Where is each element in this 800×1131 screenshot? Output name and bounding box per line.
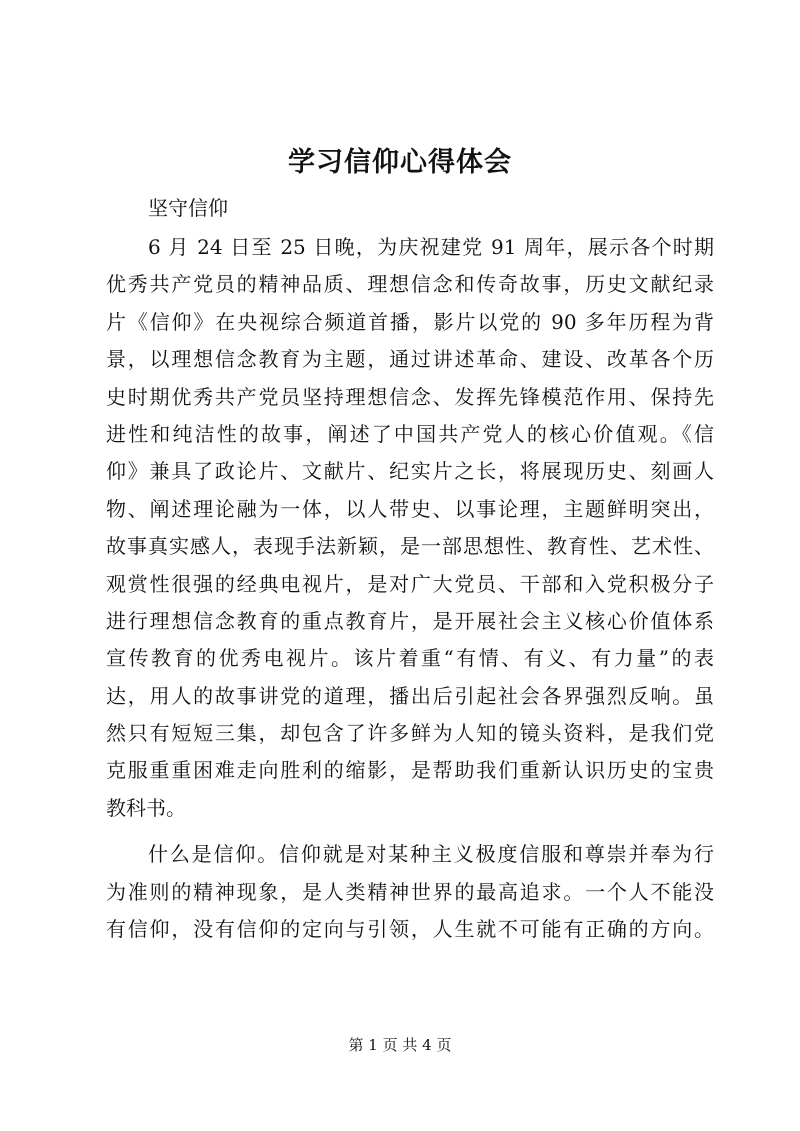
paragraph-line: 优秀共产党员的精神品质、理想信念和传奇故事，历史文献纪录 bbox=[106, 272, 714, 297]
paragraph-line: 教科书。 bbox=[106, 795, 186, 820]
paragraph-line: 观赏性很强的经典电视片，是对广大党员、干部和入党积极分子 bbox=[106, 571, 714, 596]
page-footer: 第 1 页 共 4 页 bbox=[348, 1036, 452, 1054]
paragraph-line: 景，以理想信念教育为主题，通过讲述革命、建设、改革各个历 bbox=[106, 347, 714, 372]
paragraph-line: 进行理想信念教育的重点教育片，是开展社会主义核心价值体系 bbox=[106, 608, 714, 633]
paragraph-line: 宣传教育的优秀电视片。该片着重“有情、有义、有力量”的表 bbox=[106, 646, 714, 671]
paragraph-line: 达，用人的故事讲党的道理，播出后引起社会各界强烈反响。虽 bbox=[106, 683, 714, 708]
document-body bbox=[106, 229, 714, 948]
paragraph-2 bbox=[106, 836, 714, 948]
paragraph-line: 6 月 24 日至 25 日晚，为庆祝建党 91 周年，展示各个时期 bbox=[148, 235, 714, 259]
document-title: 学习信仰心得体会 bbox=[288, 147, 512, 178]
document-subtitle: 坚守信仰 bbox=[148, 196, 228, 220]
paragraph-line: 有信仰，没有信仰的定向与引领，人生就不可能有正确的方向。 bbox=[106, 917, 714, 942]
paragraph-line: 故事真实感人，表现手法新颖，是一部思想性、教育性、艺术性、 bbox=[106, 534, 714, 559]
paragraph-line: 进性和纯洁性的故事，阐述了中国共产党人的核心价值观。《信 bbox=[106, 421, 714, 446]
paragraph-line: 克服重重困难走向胜利的缩影，是帮助我们重新认识历史的宝贵 bbox=[106, 758, 714, 783]
paragraph-line: 片《信仰》在央视综合频道首播，影片以党的 90 多年历程为背 bbox=[106, 309, 714, 334]
paragraph-line: 什么是信仰。信仰就是对某种主义极度信服和尊崇并奉为行 bbox=[148, 842, 714, 867]
paragraph-line: 仰》兼具了政论片、文献片、纪实片之长，将展现历史、刻画人 bbox=[106, 459, 714, 484]
paragraph-line: 物、阐述理论融为一体，以人带史、以事论理，主题鲜明突出， bbox=[106, 496, 714, 521]
paragraph-line: 史时期优秀共产党员坚持理想信念、发挥先锋模范作用、保持先 bbox=[106, 384, 714, 409]
paragraph-gap bbox=[106, 827, 714, 836]
paragraph-line: 为准则的精神现象，是人类精神世界的最高追求。一个人不能没 bbox=[106, 879, 714, 904]
paragraph-1 bbox=[106, 229, 714, 827]
paragraph-line: 然只有短短三集，却包含了许多鲜为人知的镜头资料，是我们党 bbox=[106, 721, 714, 746]
